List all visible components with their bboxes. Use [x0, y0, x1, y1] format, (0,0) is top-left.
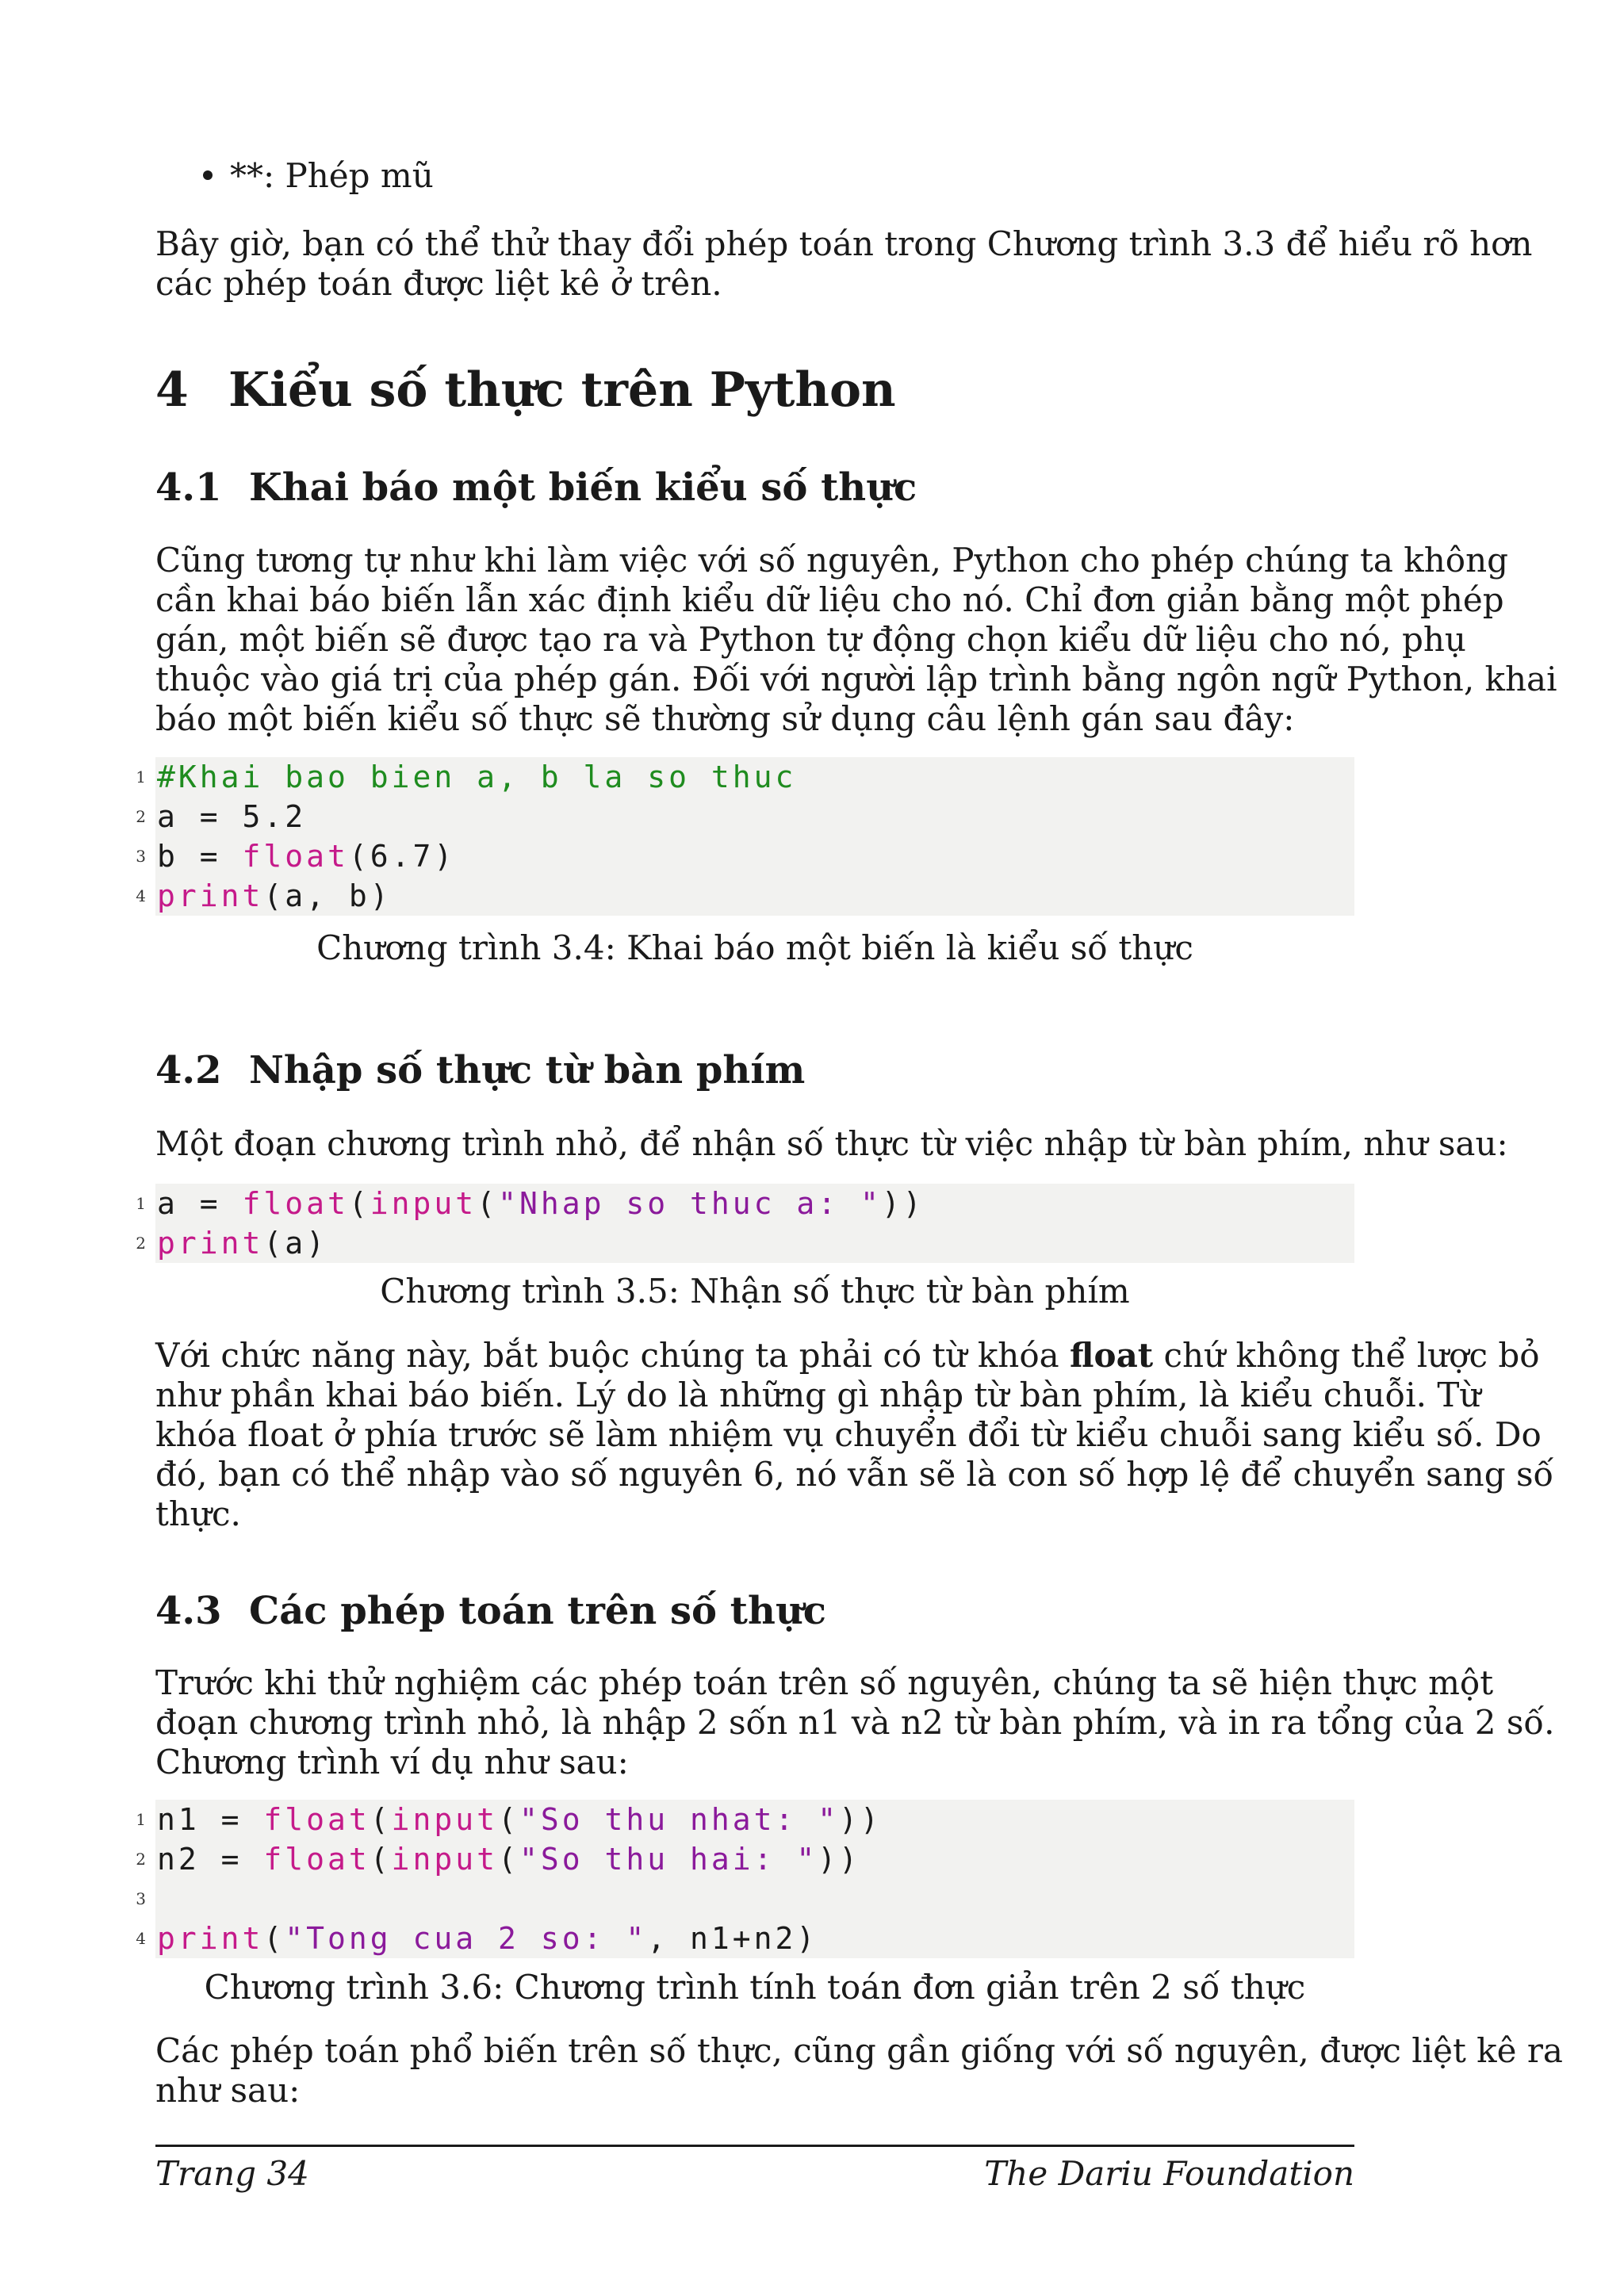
intro-paragraph: Bây giờ, bạn có thể thử thay đổi phép toán trong Chương trình 3.3 để hiểu rõ hơn các phép toán được liệt kê ở trên.: [155, 224, 1533, 303]
code-listing-3-5: [136, 1184, 1354, 1263]
footer-rule: [155, 2145, 1354, 2147]
section-4-1-heading: 4.1 Khai báo một biến kiểu số thực: [155, 465, 917, 510]
section-4-3-heading: 4.3 Các phép toán trên số thực: [155, 1589, 826, 1633]
code-line: 2 n2 = float(input("So thu hai: ")): [136, 1842, 861, 1877]
section-4-3-paragraph: Trước khi thử nghiệm các phép toán trên số nguyên, chúng ta sẽ hiện thực một đoạn chương trình nhỏ, là nhập 2 sốn n1 và n2 từ bàn phím, và in ra tổng của 2 số. Chương trình ví dụ như sau:: [155, 1663, 1555, 1781]
caption-3-6: Chương trình 3.6: Chương trình tính toán đơn giản trên 2 số thực: [204, 1968, 1306, 2007]
section-4-2-heading: 4.2 Nhập số thực từ bàn phím: [155, 1048, 806, 1093]
code-line: 4 print("Tong cua 2 so: ", n1+n2): [136, 1921, 818, 1956]
section-4-2-explanation: Với chức năng này, bắt buộc chúng ta phải có từ khóa float chứ không thể lược bỏ như phần khai báo biến. Lý do là những gì nhập từ bàn phím, là kiểu chuỗi. Từ khóa float ở phía trước sẽ làm nhiệm vụ chuyển đổi từ kiểu chuỗi sang kiểu số. Do đó, bạn có thể nhập vào số nguyên 6, nó vẫn sẽ là con số hợp lệ để chuyển sang số thực.: [155, 1336, 1554, 1533]
code-line: 1 a = float(input("Nhap so thuc a: ")): [136, 1186, 925, 1221]
caption-3-4: Chương trình 3.4: Khai báo một biến là kiểu số thực: [316, 928, 1193, 967]
page-number: Trang 34: [155, 2154, 309, 2193]
bullet-item: **: Phép mũ: [203, 155, 434, 197]
code-listing-3-6: [136, 1800, 1354, 1958]
code-line: 2 a = 5.2: [136, 799, 307, 834]
code-listing-3-4: [136, 757, 1354, 916]
code-line: 4 print(a, b): [136, 878, 392, 913]
section-4-heading: 4 Kiểu số thực trên Python: [155, 362, 896, 418]
code-line: 1 n1 = float(input("So thu nhat: ")): [136, 1802, 882, 1837]
publisher-name: The Dariu Foundation: [984, 2154, 1354, 2193]
section-4-1-paragraph: Cũng tương tự như khi làm việc với số nguyên, Python cho phép chúng ta không cần khai báo biến lẫn xác định kiểu dữ liệu cho nó. Chỉ đơn giản bằng một phép gán, một biến sẽ được tạo ra và Python tự động chọn kiểu dữ liệu cho nó, phụ thuộc vào giá trị của phép gán. Đối với người lập trình bằng ngôn ngữ Python, khai báo một biến kiểu số thực sẽ thường sử dụng câu lệnh gán sau đây:: [155, 541, 1557, 738]
closing-paragraph: Các phép toán phổ biến trên số thực, cũng gần giống với số nguyên, được liệt kê ra như sau:: [155, 2031, 1563, 2110]
code-line: 3 b = float(6.7): [136, 839, 456, 874]
caption-3-5: Chương trình 3.5: Nhận số thực từ bàn phím: [380, 1272, 1130, 1311]
code-line: 1 #Khai bao bien a, b la so thuc: [136, 760, 797, 794]
code-line: 3: [136, 1889, 146, 1908]
bullet-dot: [203, 170, 213, 180]
code-line: 2 print(a): [136, 1226, 328, 1261]
section-4-2-paragraph: Một đoạn chương trình nhỏ, để nhận số thực từ việc nhập từ bàn phím, như sau:: [155, 1124, 1508, 1163]
